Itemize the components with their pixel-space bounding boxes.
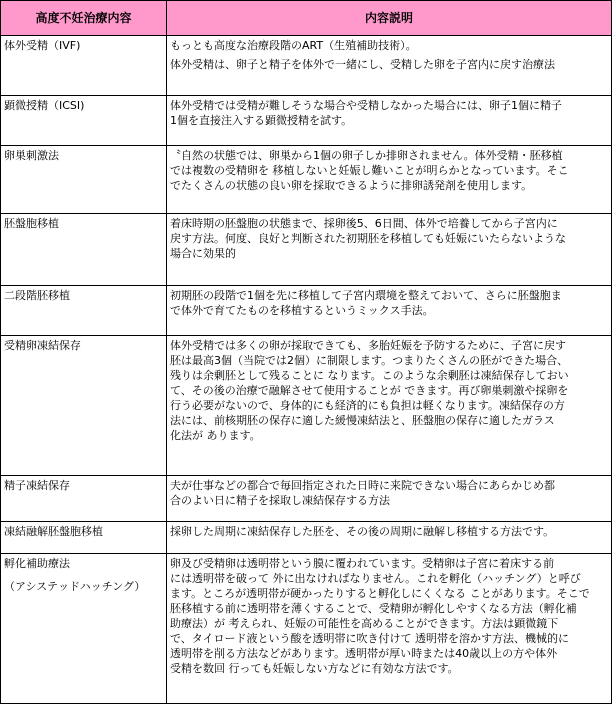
table-row bbox=[1, 36, 612, 96]
description-line: 卵及び受精卵は透明帯という膜に覆われています。受精卵は子宮に着床する前 bbox=[170, 557, 555, 570]
description-line: 胚移植する前に透明帯を薄くすることで、受精卵が孵化しやすくなる方法（孵化補 bbox=[170, 602, 577, 615]
description-line: 場合に効果的 bbox=[170, 247, 236, 260]
description-line: 体外受精は、卵子と精子を体外で一緒にし、受精した卵を子宮内に戻す治療法 bbox=[170, 58, 555, 71]
description-line: 体外受精では受精が難しそうな場合や受精しなかった場合には、卵子1個に精子 bbox=[170, 99, 562, 112]
description-line: 採卵した周期に凍結保存した胚を、その後の周期に融解し移植する方法です。 bbox=[170, 525, 555, 538]
description-line: 化法が あります。 bbox=[170, 429, 261, 442]
header-treatment: 高度不妊治療内容 bbox=[1, 1, 167, 36]
table-body bbox=[1, 36, 612, 704]
table-row bbox=[1, 522, 612, 554]
table-row bbox=[1, 286, 612, 336]
header-description: 内容説明 bbox=[167, 1, 612, 36]
description-cell bbox=[167, 476, 612, 522]
treatment-name-cell bbox=[1, 554, 167, 704]
treatment-name: 顕微授精（ICSI) bbox=[4, 99, 85, 112]
description-line: 初期胚の段階で1個を先に移植して子宮内環境を整えておいて、さらに胚盤胞ま bbox=[170, 289, 562, 302]
description-cell bbox=[167, 554, 612, 704]
treatment-name-cell bbox=[1, 96, 167, 146]
treatment-name-cell bbox=[1, 36, 167, 96]
description-line: でたくさんの状態の良い卵を採取できるように排卵誘発剤を使用します。 bbox=[170, 179, 533, 192]
treatment-name: 卵巣刺激法 bbox=[4, 149, 59, 162]
description-line: もっとも高度な治療段階のART（生殖補助技術）。 bbox=[170, 39, 417, 52]
treatment-name: 受精卵凍結保存 bbox=[4, 339, 81, 352]
description-line: 胚は最高3個（当院では2個）に制限します。つまりたくさんの胚ができた場合、 bbox=[170, 354, 569, 367]
description-line: て、その後の治療で融解させて使用することが できます。再び卵巣刺激や採卵を bbox=[170, 384, 569, 397]
description-cell bbox=[167, 96, 612, 146]
description-line: 透明帯を削る方法などがあります。透明帯が厚い時または40歳以上の方や体外 bbox=[170, 647, 558, 660]
description-cell bbox=[167, 336, 612, 476]
treatment-name-cell bbox=[1, 336, 167, 476]
treatment-name: 精子凍結保存 bbox=[4, 479, 70, 492]
description-line: 戻す方法。何度、良好と判断された初期胚を移植しても妊娠にいたらないような bbox=[170, 232, 566, 245]
treatment-name-cell bbox=[1, 286, 167, 336]
treatment-name: （アシステッドハッチング） bbox=[4, 580, 146, 593]
treatment-name-cell bbox=[1, 522, 167, 554]
treatment-name: 凍結融解胚盤胞移植 bbox=[4, 525, 103, 538]
table-row bbox=[1, 554, 612, 704]
description-line: 合のよい日に精子を採取し凍結保存する方法 bbox=[170, 494, 390, 507]
table-row bbox=[1, 146, 612, 214]
table-row bbox=[1, 96, 612, 146]
treatment-name-cell bbox=[1, 476, 167, 522]
description-line: 1個を直接注入する顕微授精を試す。 bbox=[170, 114, 353, 127]
treatment-name: 胚盤胞移植 bbox=[4, 217, 59, 230]
description-line: で体外で育てたものを移植するというミックス手法。 bbox=[170, 304, 434, 317]
description-line: 夫が仕事などの都合で毎回指定された日時に来院できない場合にあらかじめ都 bbox=[170, 479, 555, 492]
description-cell bbox=[167, 522, 612, 554]
description-line: で、タイロード液という酸を透明帯に吹き付けて 透明帯を溶かす方法、機械的に bbox=[170, 632, 570, 645]
description-line: 助療法）が 考えられ、妊娠の可能性を高めることができます。方法は顕微鏡下 bbox=[170, 617, 559, 630]
description-line: 体外受精では多くの卵が採取できても、多胎妊娠を予防するために、子宮に戻す bbox=[170, 339, 566, 352]
description-cell bbox=[167, 214, 612, 286]
description-cell bbox=[167, 146, 612, 214]
treatment-name-cell bbox=[1, 214, 167, 286]
treatment-name-cell bbox=[1, 146, 167, 214]
description-cell bbox=[167, 36, 612, 96]
treatment-name: 体外受精（IVF) bbox=[4, 39, 81, 52]
table-row bbox=[1, 214, 612, 286]
description-line: 〝自然の状態では、卵巣から1個の卵子しか排卵されません。体外受精・胚移植 bbox=[170, 149, 563, 162]
description-line: 着床時期の胚盤胞の状態まで、採卵後5、6日間、体外で培養してから子宮内に bbox=[170, 217, 558, 230]
table-row bbox=[1, 476, 612, 522]
treatment-name: 孵化補助療法 bbox=[4, 557, 70, 570]
description-line: 受精を数回 行っても妊娠しない方などに有効な方法です。 bbox=[170, 662, 459, 675]
description-line: には透明帯を破って 外に出なければなりません。これを孵化（ハッチング）と呼び bbox=[170, 572, 581, 585]
table-row bbox=[1, 336, 612, 476]
description-line: 行う必要がないので、身体的にも経済的にも負担は軽くなります。凍結保存の方 bbox=[170, 399, 565, 412]
header-row bbox=[1, 1, 612, 36]
description-line: ます。ところが透明帯が硬かったりすると孵化しにくくなる ことがあります。そこで bbox=[170, 587, 590, 600]
treatment-name: 二段階胚移植 bbox=[4, 289, 70, 302]
description-line: 残りは余剰胚として残ることに なります。このような余剰胚は凍結保存しておい bbox=[170, 369, 569, 382]
description-line: では複数の受精卵を 移植しないと妊娠し難いことが明らかとなっています。そこ bbox=[170, 164, 569, 177]
description-cell bbox=[167, 286, 612, 336]
description-line: 法には、前核期胚の保存に適した緩慢凍結法と、胚盤胞の保存に適したガラス bbox=[170, 414, 555, 427]
